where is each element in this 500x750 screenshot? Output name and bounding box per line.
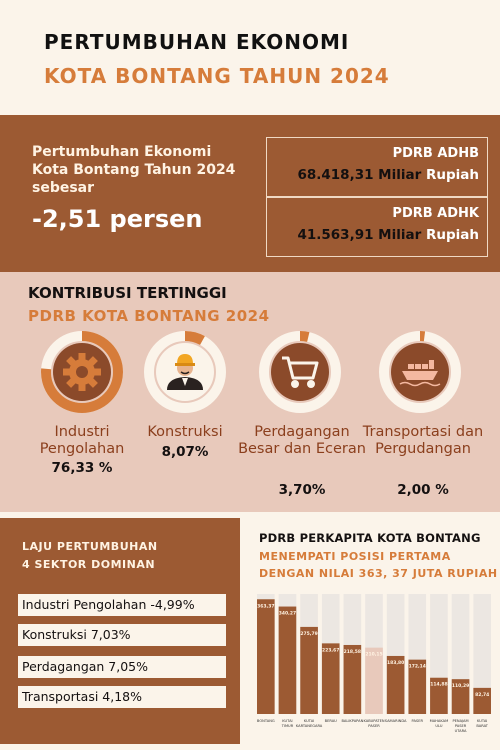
bar-value-label: 172,14 bbox=[408, 664, 426, 670]
contribution-subtitle: PDRB KOTA BONTANG 2024 bbox=[28, 307, 270, 325]
category-label: UTARA bbox=[454, 729, 467, 733]
pdrb-adhk-label: PDRB ADHK bbox=[392, 206, 479, 221]
gear-icon bbox=[63, 353, 101, 391]
sector-donut-transportasi bbox=[378, 330, 462, 414]
donut-center bbox=[271, 343, 329, 401]
category-label: KABUPATEN bbox=[363, 719, 385, 723]
bar bbox=[300, 627, 318, 714]
growth-summary bbox=[0, 115, 500, 272]
pdrb-adhk-box bbox=[266, 197, 488, 257]
bar-value-label: 275,79 bbox=[300, 631, 318, 637]
category-label: KARTANEGARA bbox=[295, 724, 323, 728]
per-capita-bar-chart bbox=[255, 590, 493, 740]
sector-value-perdagangan: 3,70% bbox=[278, 482, 326, 498]
pdrb-adhb-box bbox=[266, 137, 488, 197]
growth-rate-title-line2: 4 SEKTOR DOMINAN bbox=[22, 558, 156, 571]
bar bbox=[257, 599, 275, 714]
bar bbox=[473, 688, 491, 714]
bar-value-label: 218,58 bbox=[343, 649, 362, 655]
sector-donut-industri bbox=[40, 330, 124, 414]
pdrb-adhk-value bbox=[297, 227, 479, 243]
sector-value-transportasi: 2,00 % bbox=[397, 482, 449, 498]
pdrb-adhk-unit: Rupiah bbox=[425, 227, 479, 243]
header bbox=[0, 0, 500, 115]
category-label: BALIKPAPAN bbox=[341, 719, 364, 723]
category-label: SAMARINDA bbox=[384, 719, 407, 723]
bar-value-label: 340,27 bbox=[278, 611, 297, 617]
growth-rate-item: Industri Pengolahan -4,99% bbox=[18, 594, 226, 616]
category-label: KUTAI bbox=[303, 719, 315, 723]
growth-rate-title bbox=[22, 538, 158, 574]
bar-value-label: 82,74 bbox=[475, 692, 490, 698]
growth-rate-title-line1: LAJU PERTUMBUHAN bbox=[22, 540, 158, 553]
pdrb-adhb-number: 68.418,31 Miliar bbox=[297, 167, 422, 183]
sector-label-konstruksi: Konstruksi bbox=[147, 424, 223, 440]
category-label: PASER bbox=[368, 724, 380, 728]
contribution-section bbox=[0, 272, 500, 512]
bar-value-label: 210,15 bbox=[365, 652, 383, 658]
category-label: KUTAI bbox=[477, 719, 488, 723]
per-capita-title: PDRB PERKAPITA KOTA BONTANG bbox=[259, 531, 481, 545]
sector-donut-konstruksi bbox=[143, 330, 227, 414]
sector-label-industri: Industri Pengolahan bbox=[39, 424, 125, 457]
bar-value-label: 223,67 bbox=[322, 648, 340, 654]
bar bbox=[344, 645, 362, 714]
page-title: PERTUMBUHAN EKONOMI bbox=[44, 30, 350, 54]
category-label: KUTAI bbox=[282, 719, 293, 723]
bar-value-label: 110,29 bbox=[451, 684, 470, 690]
category-label: MAHAKAM bbox=[429, 719, 449, 723]
category-label: PASER bbox=[411, 719, 423, 723]
bar bbox=[279, 607, 297, 714]
bottom-section bbox=[0, 512, 500, 750]
category-label: PASER bbox=[454, 724, 467, 728]
category-label: BARAT bbox=[476, 724, 489, 728]
pdrb-adhb-unit: Rupiah bbox=[425, 167, 479, 183]
bar-value-label: 183,80 bbox=[386, 660, 405, 666]
page-subtitle: KOTA BONTANG TAHUN 2024 bbox=[44, 64, 390, 88]
category-label: BERAU bbox=[324, 719, 337, 723]
category-label: BONTANG bbox=[256, 719, 275, 723]
category-label: TIMUR bbox=[281, 724, 294, 728]
bar-value-label: 114,88 bbox=[430, 682, 448, 688]
growth-rate-item: Konstruksi 7,03% bbox=[18, 624, 226, 646]
sector-donut-perdagangan bbox=[258, 330, 342, 414]
category-label: PENAJAM bbox=[452, 719, 469, 723]
sector-label-perdagangan: Perdagangan Besar dan Eceran bbox=[238, 424, 366, 457]
pdrb-adhb-label: PDRB ADHB bbox=[392, 146, 479, 161]
per-capita-subtitle: MENEMPATI POSISI PERTAMA bbox=[259, 550, 451, 563]
per-capita-value-text: DENGAN NILAI 363, 37 JUTA RUPIAH bbox=[259, 567, 498, 580]
bar bbox=[322, 643, 340, 714]
pdrb-adhk-number: 41.563,91 Miliar bbox=[297, 227, 422, 243]
growth-description: Pertumbuhan Ekonomi Kota Bontang Tahun 2024 sebesar bbox=[32, 144, 236, 196]
contribution-title: KONTRIBUSI TERTINGGI bbox=[28, 284, 227, 302]
growth-rate-item: Transportasi 4,18% bbox=[18, 686, 226, 708]
sector-label-transportasi: Transportasi dan Pergudangan bbox=[362, 424, 484, 457]
growth-value: -2,51 persen bbox=[32, 205, 203, 233]
bar-value-label: 363,37 bbox=[257, 604, 275, 610]
pdrb-adhb-value bbox=[297, 167, 479, 183]
sector-value-konstruksi: 8,07% bbox=[161, 444, 209, 460]
growth-rate-panel bbox=[0, 518, 240, 744]
category-label: ULU bbox=[435, 724, 443, 728]
per-capita-panel bbox=[247, 518, 500, 744]
growth-rate-item: Perdagangan 7,05% bbox=[18, 656, 226, 678]
sector-value-industri: 76,33 % bbox=[51, 460, 113, 476]
